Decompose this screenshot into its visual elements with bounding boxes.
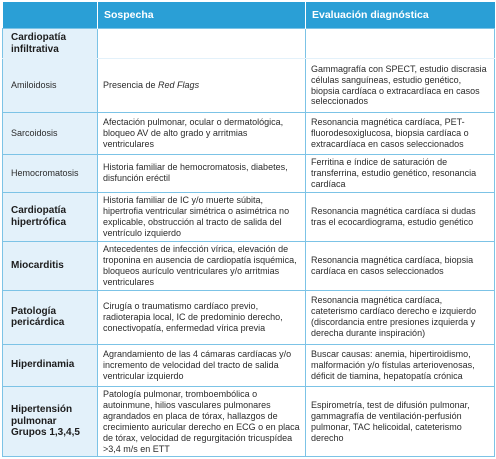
- category-pericardica: Patología pericárdica: [3, 290, 98, 344]
- diagnosis-table: [2, 2, 495, 457]
- category-hipertrofica: Cardiopatía hipertrófica: [3, 192, 98, 241]
- header-sospecha: Sospecha: [98, 2, 306, 29]
- suspicion-hipertension: Patología pulmonar, tromboembólica o autoinmune, hilios vasculares pulmonares agrandados en placa de tórax, hallazgos de crecimiento auricular derecho en ECG o en placa de tórax, velocidad de regurgitación tricuspídea >3,4 m/s en ETT: [98, 386, 306, 457]
- subcategory-hemocromatosis: Hemocromatosis: [3, 155, 98, 193]
- subcategory-amiloidosis: Amiloidosis: [3, 59, 98, 113]
- empty-cell: [98, 29, 306, 59]
- evaluation-amiloidosis: Gammagrafía con SPECT, estudio discrasia células sanguíneas, estudio genético, biopsia cardíaca o extracardíaca en casos seleccionados: [306, 59, 495, 113]
- evaluation-hiperdinamia: Buscar causas: anemia, hipertiroidismo, malformación y/o fístulas arteriovenosas, déficit de tiamina, hepatopatía crónica: [306, 344, 495, 386]
- table-row: [3, 290, 495, 344]
- suspicion-pericardica: Cirugía o traumatismo cardíaco previo, radioterapia local, IC de predominio derecho, conectivopatía, enfermedad vírica previa: [98, 290, 306, 344]
- empty-cell: [306, 29, 495, 59]
- category-hipertension-pulmonar: Hipertensión pulmonar Grupos 1,3,4,5: [3, 386, 98, 457]
- evaluation-pericardica: Resonancia magnética cardíaca, cateterismo cardíaco derecho e izquierdo (discordancia entre presiones izquierda y derecha durante inspiración): [306, 290, 495, 344]
- evaluation-hipertrofica: Resonancia magnética cardíaca si dudas tras el ecocardiograma, estudio genético: [306, 192, 495, 241]
- evaluation-hemocromatosis: Ferritina e índice de saturación de transferrina, estudio genético, resonancia cardíaca: [306, 155, 495, 193]
- table-header-row: [3, 2, 495, 29]
- evaluation-sarcoidosis: Resonancia magnética cardíaca, PET-fluorodesoxiglucosa, biopsia cardíaca o extracardíaca en casos seleccionados: [306, 113, 495, 155]
- suspicion-miocarditis: Antecedentes de infección vírica, elevación de troponina en ausencia de cardiopatía isquémica, bloqueos aurículo ventriculares y/o arritmias ventriculares: [98, 241, 306, 290]
- evaluation-hipertension: Espirometría, test de difusión pulmonar, gammagrafía de ventilación-perfusión pulmonar, TAC helicoidal, cateterismo derecho: [306, 386, 495, 457]
- table-row: [3, 386, 495, 457]
- category-infiltrativa: Cardiopatía infiltrativa: [3, 29, 98, 59]
- evaluation-miocarditis: Resonancia magnética cardíaca, biopsia cardíaca en casos seleccionados: [306, 241, 495, 290]
- suspicion-sarcoidosis: Afectación pulmonar, ocular o dermatológica, bloqueo AV de alto grado y arritmias ventriculares: [98, 113, 306, 155]
- table-row: [3, 241, 495, 290]
- suspicion-hipertrofica: Historia familiar de IC y/o muerte súbita, hipertrofia ventricular simétrica o asimétrica no explicable, obstrucción al tracto de salida del ventrículo izquierdo: [98, 192, 306, 241]
- table-row: [3, 192, 495, 241]
- suspicion-amiloidosis-text: Presencia de: [103, 80, 159, 91]
- red-flags-text: Red Flags: [158, 80, 200, 91]
- table-row: [3, 113, 495, 155]
- header-evaluacion: Evaluación diagnóstica: [306, 2, 495, 29]
- table-row: [3, 59, 495, 113]
- suspicion-hemocromatosis: Historia familiar de hemocromatosis, diabetes, disfunción eréctil: [98, 155, 306, 193]
- category-miocarditis: Miocarditis: [3, 241, 98, 290]
- subcategory-sarcoidosis: Sarcoidosis: [3, 113, 98, 155]
- header-col-1: [3, 2, 98, 29]
- suspicion-hiperdinamia: Agrandamiento de las 4 cámaras cardíacas y/o incremento de velocidad del tracto de salida ventricular izquierdo: [98, 344, 306, 386]
- table-row: [3, 29, 495, 59]
- table-row: [3, 155, 495, 193]
- suspicion-amiloidosis: [98, 59, 306, 113]
- category-hiperdinamia: Hiperdinamia: [3, 344, 98, 386]
- table-row: [3, 344, 495, 386]
